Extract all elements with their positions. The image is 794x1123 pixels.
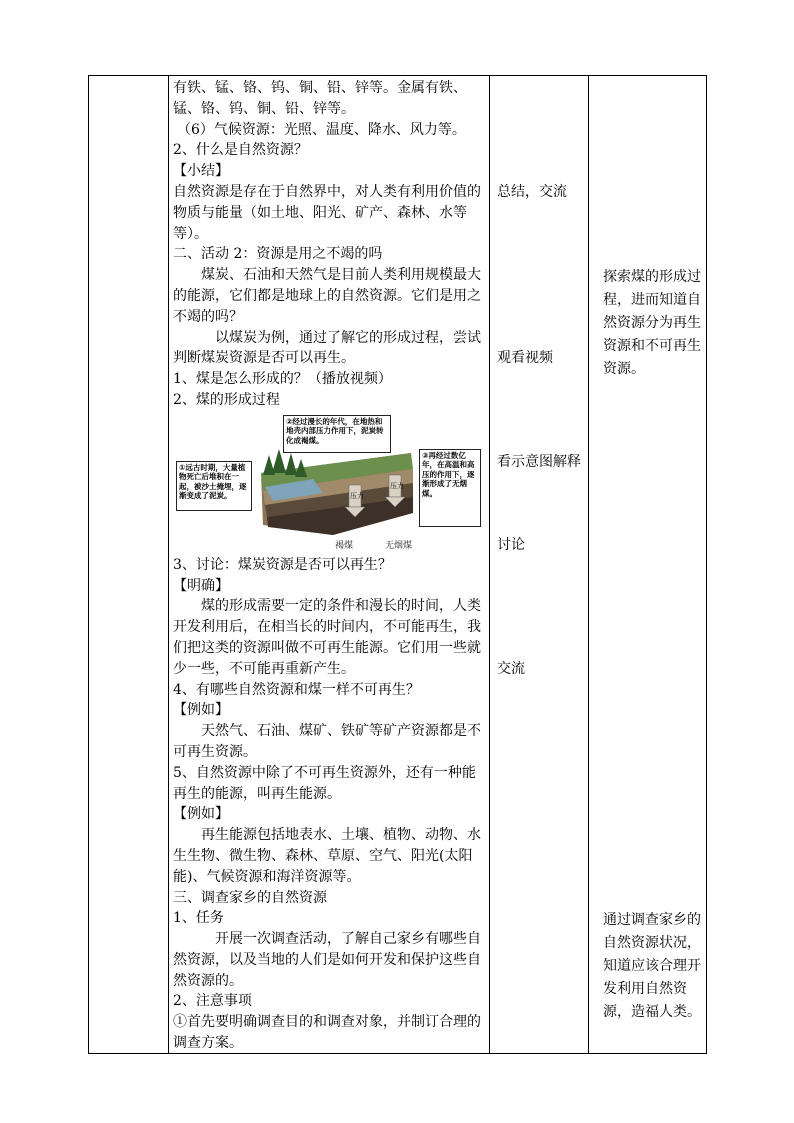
- lesson-table: [88, 75, 707, 1054]
- design-intent-column: [597, 76, 707, 1053]
- teaching-content-column: [173, 78, 489, 1054]
- column-divider: [489, 76, 490, 1053]
- activity-label: 观看视频: [497, 350, 553, 366]
- content-line: 3、讨论：煤炭资源是否可以再生？: [173, 556, 392, 573]
- content-paragraph: 以煤炭为例，通过了解它的形成过程，尝试判断煤炭资源是否可以再生。: [173, 329, 481, 367]
- content-heading: 【例如】: [173, 702, 229, 719]
- intent-text: 通过调查家乡的自然资源状况，知道应该合理开发利用自然资源，造福人类。: [603, 912, 701, 1020]
- content-paragraph: ①首先要明确调查目的和调查对象，并制订合理的调查方案。: [173, 1014, 481, 1052]
- column-divider: [588, 76, 589, 1053]
- content-paragraph: 5、自然资源中除了不可再生资源外，还有一种能再生的能源，叫再生能源。: [173, 764, 476, 802]
- stage-2-callout: ②经过漫长的年代，在地热和地壳内部压力作用下，泥炭转化成褐煤。: [283, 415, 391, 453]
- content-paragraph: 天然气、石油、煤矿、铁矿等矿产资源都是不可再生资源。: [173, 723, 481, 760]
- content-paragraph: 煤炭、石油和天然气是目前人类利用规模最大的能源，它们都是地球上的自然资源。它们是用之不竭的吗？: [173, 267, 481, 325]
- content-line: （6）气候资源：光照、温度、降水、风力等。: [177, 121, 466, 138]
- activity-label: 交流: [497, 661, 525, 677]
- content-line: 2、什么是自然资源？: [173, 142, 308, 159]
- column-divider: [168, 76, 169, 1053]
- arrow-label: 压力: [350, 491, 364, 500]
- activity-label: 总结，交流: [497, 184, 567, 200]
- activity-label: 看示意图解释: [497, 454, 581, 470]
- caption-lignite: 褐煤: [335, 540, 354, 551]
- content-paragraph: 再生能源包括地表水、土壤、植物、动物、水生生物、微生物、森林、草原、空气、阳光(太阳能)、气候资源和海洋资源等。: [173, 827, 481, 885]
- content-paragraph: 自然资源是存在于自然界中，对人类有利用价值的物质与能量（如土地、阳光、矿产、森林、水等等）。: [173, 183, 481, 242]
- intent-text: 探索煤的形成过程，进而知道自然资源分为再生资源和不可再生资源。: [603, 269, 701, 377]
- content-heading: 【明确】: [173, 577, 229, 594]
- section-heading: 二、活动 2：资源是用之不竭的吗: [173, 246, 383, 263]
- content-line: 2、煤的形成过程: [173, 391, 280, 408]
- content-line: 1、任务: [173, 910, 224, 927]
- stage-3-callout: ③再经过数亿年，在高温和高压的作用下，逐渐形成了无烟煤。: [419, 449, 481, 527]
- coal-formation-diagram: [173, 413, 489, 555]
- content-paragraph: 煤的形成需要一定的条件和漫长的时间，人类开发利用后，在相当长的时间内，不可能再生，我们把这类的资源叫做不可再生能源。它们用一些就少一些，不可能再重新产生。: [173, 598, 481, 677]
- content-paragraph: 开展一次调查活动，了解自己家乡有哪些自然资源，以及当地的人们是如何开发和保护这些自然资源的。: [173, 931, 481, 989]
- content-heading: 【例如】: [173, 806, 229, 823]
- content-heading: 【小结】: [173, 163, 229, 180]
- caption-anthracite: 无烟煤: [385, 540, 413, 551]
- arrow-label: 压力: [390, 481, 404, 490]
- content-line: 4、有哪些自然资源和煤一样不可再生？: [173, 681, 420, 698]
- content-line: 有铁、锰、铬、钨、铜、铅、锌等。金属有铁、锰、铬、钨、铜、铅、锌等。: [173, 80, 467, 117]
- content-line: 2、注意事项: [173, 993, 252, 1010]
- student-activity-column: [497, 76, 587, 1053]
- stage-1-callout: ①远古时期，大量植物死亡后堆积在一起，被沙土掩埋，逐渐变成了泥炭。: [176, 461, 252, 511]
- activity-label: 讨论: [497, 537, 525, 553]
- content-line: 1、煤是怎么形成的？（播放视频）: [173, 371, 392, 388]
- section-heading: 三、调查家乡的自然资源: [173, 889, 327, 906]
